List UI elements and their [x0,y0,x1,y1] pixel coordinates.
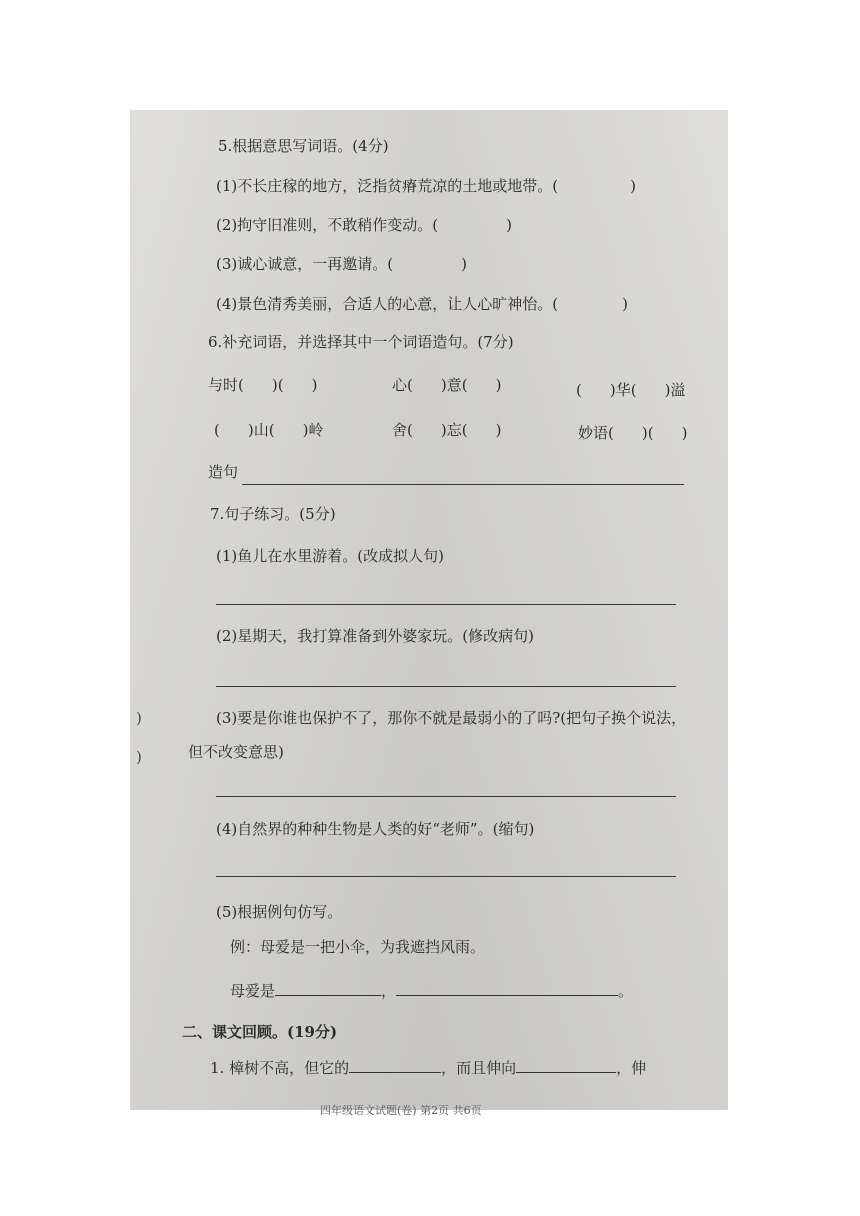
idiom-3: ( )华( )溢 [576,381,686,399]
section2-title: 二、课文回顾。(19分) [182,1023,338,1041]
idiom-1: 与时( )( ) [208,376,318,394]
page-footer: 四年级语文试题(卷) 第2页 共6页 [320,1104,482,1117]
idiom-4: ( )山( )岭 [214,421,324,439]
imitate-blank-2[interactable] [396,981,618,996]
q7-s1-answer-line[interactable] [216,604,676,605]
q5-item-2: (2)拘守旧准则，不敢稍作变动。( ) [216,216,512,234]
q7-s2: (2)星期天，我打算准备到外婆家玩。(修改病句) [216,627,534,645]
exam-paper [130,110,728,1117]
q5-item-1: (1)不长庄稼的地方，泛指贫瘠荒凉的土地或地带。( ) [216,177,636,195]
q7-title: 7.句子练习。(5分) [210,505,336,523]
q7-example: 例：母爱是一把小伞，为我遮挡风雨。 [230,938,486,956]
q7-s3b: 但不改变意思) [188,743,284,761]
recall-blank-1[interactable] [349,1058,441,1073]
recall-blank-2[interactable] [516,1058,616,1073]
q7-s1: (1)鱼儿在水里游着。(改成拟人句) [216,547,444,565]
idiom-6: 妙语( )( ) [578,424,688,442]
q7-s3a: (3)要是你谁也保护不了，那你不就是最弱小的了吗?(把句子换个说法， [216,709,687,727]
sentence-label: 造句 [208,463,239,481]
q7-s4-answer-line[interactable] [216,876,676,877]
margin-mark-2: ) [136,748,142,766]
q6-title: 6.补充词语，并选择其中一个词语造句。(7分) [208,333,514,351]
imitate-blank-1[interactable] [275,981,381,996]
q5-item-4: (4)景色清秀美丽，合适人的心意，让人心旷神怡。( ) [216,295,628,313]
sentence-answer-line[interactable] [242,484,684,485]
q5-title: 5.根据意思写词语。(4分) [218,137,389,155]
idiom-2: 心( )意( ) [392,376,502,394]
q5-item-3: (3)诚心诚意，一再邀请。( ) [216,255,467,273]
q7-imitate: 母爱是 ， 。 [230,982,634,1000]
q7-s3-answer-line[interactable] [216,796,676,797]
idiom-5: 舍( )忘( ) [392,421,502,439]
section2-line1: 1. 樟树不高，但它的 ，而且伸向 ，伸 [210,1059,647,1077]
q7-s2-answer-line[interactable] [216,686,676,687]
q7-s4: (4)自然界的种种生物是人类的好“老师”。(缩句) [216,820,535,838]
margin-mark-1: ) [136,709,142,727]
q7-s5: (5)根据例句仿写。 [216,903,343,921]
